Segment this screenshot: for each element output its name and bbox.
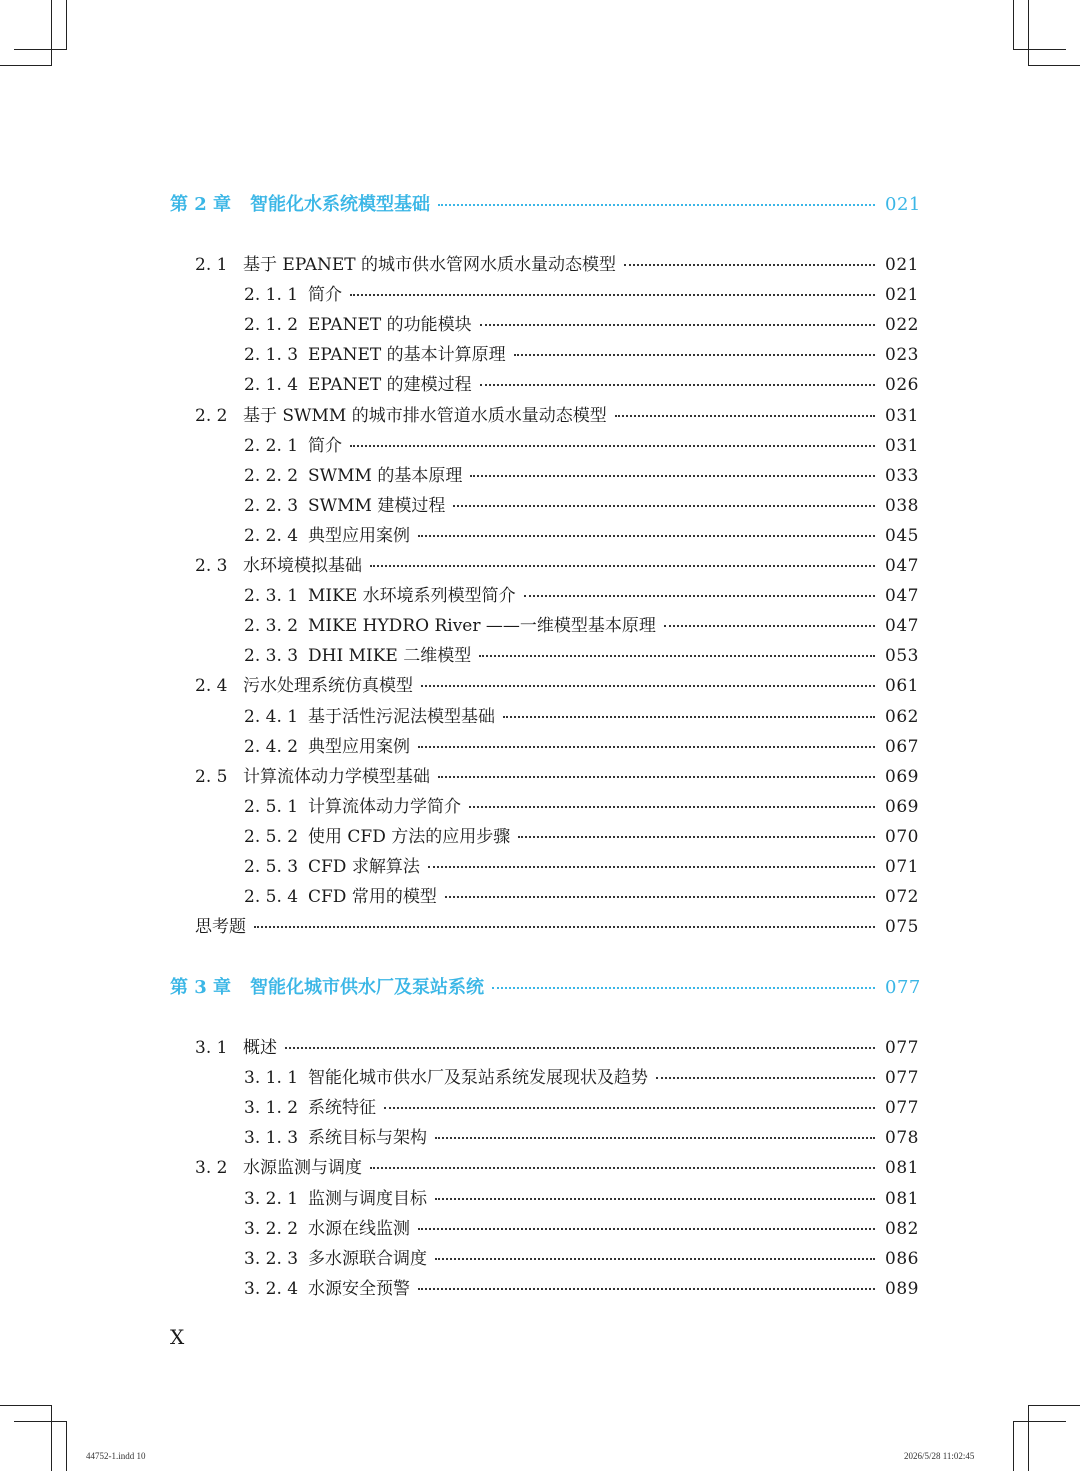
section-title: EPANET 的基本计算原理 [308,345,506,366]
section-number: 2. 2. 1 [244,435,299,456]
leader-dots [418,1226,875,1230]
section-page: 077 [885,1068,919,1089]
leader-dots [524,593,875,597]
section-page: 023 [885,345,919,366]
section-page: 033 [885,465,919,486]
section-title: 基于活性污泥法模型基础 [308,706,495,727]
chapter-title: 智能化水系统模型基础 [250,194,430,215]
section-number: 2. 2 [195,405,228,426]
section-number: 3. 2 [195,1158,228,1179]
section-title: MIKE 水环境系列模型简介 [308,586,516,607]
leader-dots [503,714,875,718]
section-title: 水源监测与调度 [243,1158,362,1179]
section-page: 061 [885,676,919,697]
section-title: 水源在线监测 [308,1218,410,1239]
section-number: 3. 2. 4 [244,1278,299,1299]
leader-dots [418,533,875,537]
toc-entry[interactable] [244,1278,919,1300]
section-title: EPANET 的功能模块 [308,315,472,336]
leader-dots [615,413,875,417]
section-page: 089 [885,1278,919,1299]
section-number: 3. 1. 2 [244,1098,299,1119]
page-folio: X [170,1325,185,1349]
section-page: 047 [885,616,919,637]
toc-entry[interactable] [244,1127,919,1149]
section-number: 2. 5 [195,766,228,787]
section-title: 监测与调度目标 [308,1188,427,1209]
leader-dots [656,1075,875,1079]
leader-dots [418,744,875,748]
slug-timestamp: 2026/5/28 11:02:45 [904,1451,975,1461]
section-title: 计算流体动力学模型基础 [243,766,430,787]
leader-dots [480,322,875,326]
section-number: 2. 4. 2 [244,736,299,757]
leader-dots [479,653,875,657]
section-title: 多水源联合调度 [308,1248,427,1269]
leader-dots [384,1105,875,1109]
toc-entry[interactable] [244,374,919,396]
chapter-heading[interactable] [170,194,921,216]
toc-entry[interactable] [244,344,919,366]
section-title: 典型应用案例 [308,736,410,757]
section-number: 3. 1. 3 [244,1128,299,1149]
section-title: 基于 EPANET 的城市供水管网水质水量动态模型 [243,255,616,275]
section-title: SWMM 的基本原理 [308,465,463,486]
leader-dots [438,202,875,206]
leader-dots [435,1135,875,1139]
section-page: 075 [885,917,919,938]
toc-entry[interactable] [244,495,919,517]
section-page: 081 [885,1188,919,1209]
chapter-heading[interactable] [170,977,921,999]
toc-entry[interactable] [244,1248,919,1270]
section-title: CFD 常用的模型 [308,887,437,908]
chapter-number: 第 3 章 [170,977,232,998]
toc-entry[interactable] [195,555,919,577]
section-page: 031 [885,435,919,456]
toc-entry[interactable] [244,585,919,607]
section-number: 2. 3. 2 [244,616,299,637]
leader-dots [445,894,875,898]
leader-dots [428,864,875,868]
toc-entry[interactable] [244,856,919,878]
section-number: 2. 4 [195,676,228,697]
leader-dots [285,1045,875,1049]
section-number: 2. 1. 1 [244,285,299,306]
leader-dots [421,683,875,687]
section-number: 3. 1. 1 [244,1068,299,1089]
toc-entry[interactable] [244,736,919,758]
section-page: 070 [885,826,919,847]
toc-entry[interactable] [244,796,919,818]
section-number: 2. 5. 1 [244,796,299,817]
toc-entry[interactable] [244,314,919,336]
section-number: 2. 2. 3 [244,495,299,516]
leader-dots [370,563,875,567]
section-number: 2. 1. 2 [244,315,299,336]
section-title: 污水处理系统仿真模型 [243,676,413,697]
toc-entry[interactable] [244,706,919,728]
leader-dots [518,834,875,838]
section-page: 031 [885,405,919,426]
toc-entry[interactable] [244,615,919,637]
leader-dots [470,473,875,477]
section-number: 2. 4. 1 [244,706,299,727]
toc-entry[interactable] [195,405,919,427]
section-number: 2. 5. 3 [244,857,299,877]
section-page: 069 [885,796,919,817]
chapter-number: 第 2 章 [170,194,232,215]
section-number: 3. 2. 1 [244,1188,299,1209]
section-page: 077 [885,1038,919,1058]
toc-entry[interactable] [244,435,919,457]
section-page: 067 [885,736,919,757]
section-page: 062 [885,706,919,727]
section-title: 智能化城市供水厂及泵站系统发展现状及趋势 [308,1068,648,1089]
section-page: 038 [885,495,919,516]
section-page: 047 [885,586,919,607]
leader-dots [624,262,875,266]
section-page: 086 [885,1248,919,1269]
section-page: 082 [885,1218,919,1239]
section-number: 3. 2. 2 [244,1218,299,1239]
section-number: 2. 1 [195,255,228,275]
toc-entry[interactable] [244,645,919,667]
toc-entry[interactable] [244,1188,919,1210]
section-number: 2. 5. 4 [244,887,299,908]
section-number: 2. 3 [195,556,228,576]
leader-dots [370,1165,875,1169]
section-title: 水环境模拟基础 [243,556,362,576]
section-page: 072 [885,887,919,908]
slug-file-info: 44752-1.indd 10 [86,1451,146,1461]
toc-entry[interactable] [244,525,919,547]
toc-entry[interactable] [195,916,919,938]
toc-entry[interactable] [195,1037,919,1059]
section-title: 计算流体动力学简介 [308,796,461,817]
toc-entry[interactable] [244,1218,919,1240]
toc-entry[interactable] [195,675,919,697]
leader-dots [453,503,875,507]
section-title: 典型应用案例 [308,525,410,546]
section-number: 2. 3. 3 [244,646,299,667]
leader-dots [514,352,875,356]
toc-entry[interactable] [195,1157,919,1179]
section-title: 概述 [243,1038,277,1058]
section-page: 021 [885,255,919,275]
section-page: 077 [885,1098,919,1119]
toc-entry[interactable] [244,826,919,848]
section-page: 053 [885,646,919,667]
toc-entry[interactable] [244,465,919,487]
leader-dots [418,1286,875,1290]
toc-entry[interactable] [195,254,919,276]
section-title: SWMM 建模过程 [308,495,446,516]
leader-dots [435,1196,875,1200]
leader-dots [350,443,875,447]
toc-entry[interactable] [244,886,919,908]
section-page: 026 [885,375,919,396]
section-page: 069 [885,766,919,787]
section-title: EPANET 的建模过程 [308,375,472,396]
toc-entry[interactable] [195,766,919,788]
section-title: 简介 [308,285,342,306]
section-title: MIKE HYDRO River ——一维模型基本原理 [308,616,656,637]
section-number: 3. 1 [195,1038,228,1058]
leader-dots [254,924,875,928]
section-title: 思考题 [195,917,246,938]
leader-dots [664,623,875,627]
chapter-page: 077 [885,977,921,998]
section-number: 2. 2. 2 [244,465,299,486]
section-number: 2. 1. 3 [244,345,299,366]
section-title: 使用 CFD 方法的应用步骤 [308,826,511,847]
section-title: DHI MIKE 二维模型 [308,646,472,667]
section-title: 基于 SWMM 的城市排水管道水质水量动态模型 [243,405,607,426]
section-page: 081 [885,1158,919,1179]
section-page: 078 [885,1128,919,1149]
section-page: 047 [885,556,919,576]
section-number: 2. 5. 2 [244,826,299,847]
leader-dots [350,292,875,296]
section-title: 系统目标与架构 [308,1128,427,1149]
leader-dots [435,1256,875,1260]
section-number: 3. 2. 3 [244,1248,299,1269]
section-title: 系统特征 [308,1098,376,1119]
section-page: 045 [885,525,919,546]
toc-entry[interactable] [244,1097,919,1119]
section-page: 071 [885,857,919,877]
section-title: 水源安全预警 [308,1278,410,1299]
section-title: 简介 [308,435,342,456]
section-number: 2. 2. 4 [244,525,299,546]
leader-dots [492,985,875,989]
section-number: 2. 1. 4 [244,375,299,396]
section-page: 022 [885,315,919,336]
leader-dots [469,804,875,808]
chapter-title: 智能化城市供水厂及泵站系统 [250,977,484,998]
chapter-page: 021 [885,194,921,215]
section-page: 021 [885,285,919,306]
section-number: 2. 3. 1 [244,586,299,607]
section-title: CFD 求解算法 [308,857,420,877]
leader-dots [480,382,875,386]
toc-entry[interactable] [244,284,919,306]
leader-dots [438,774,875,778]
toc-entry[interactable] [244,1067,919,1089]
